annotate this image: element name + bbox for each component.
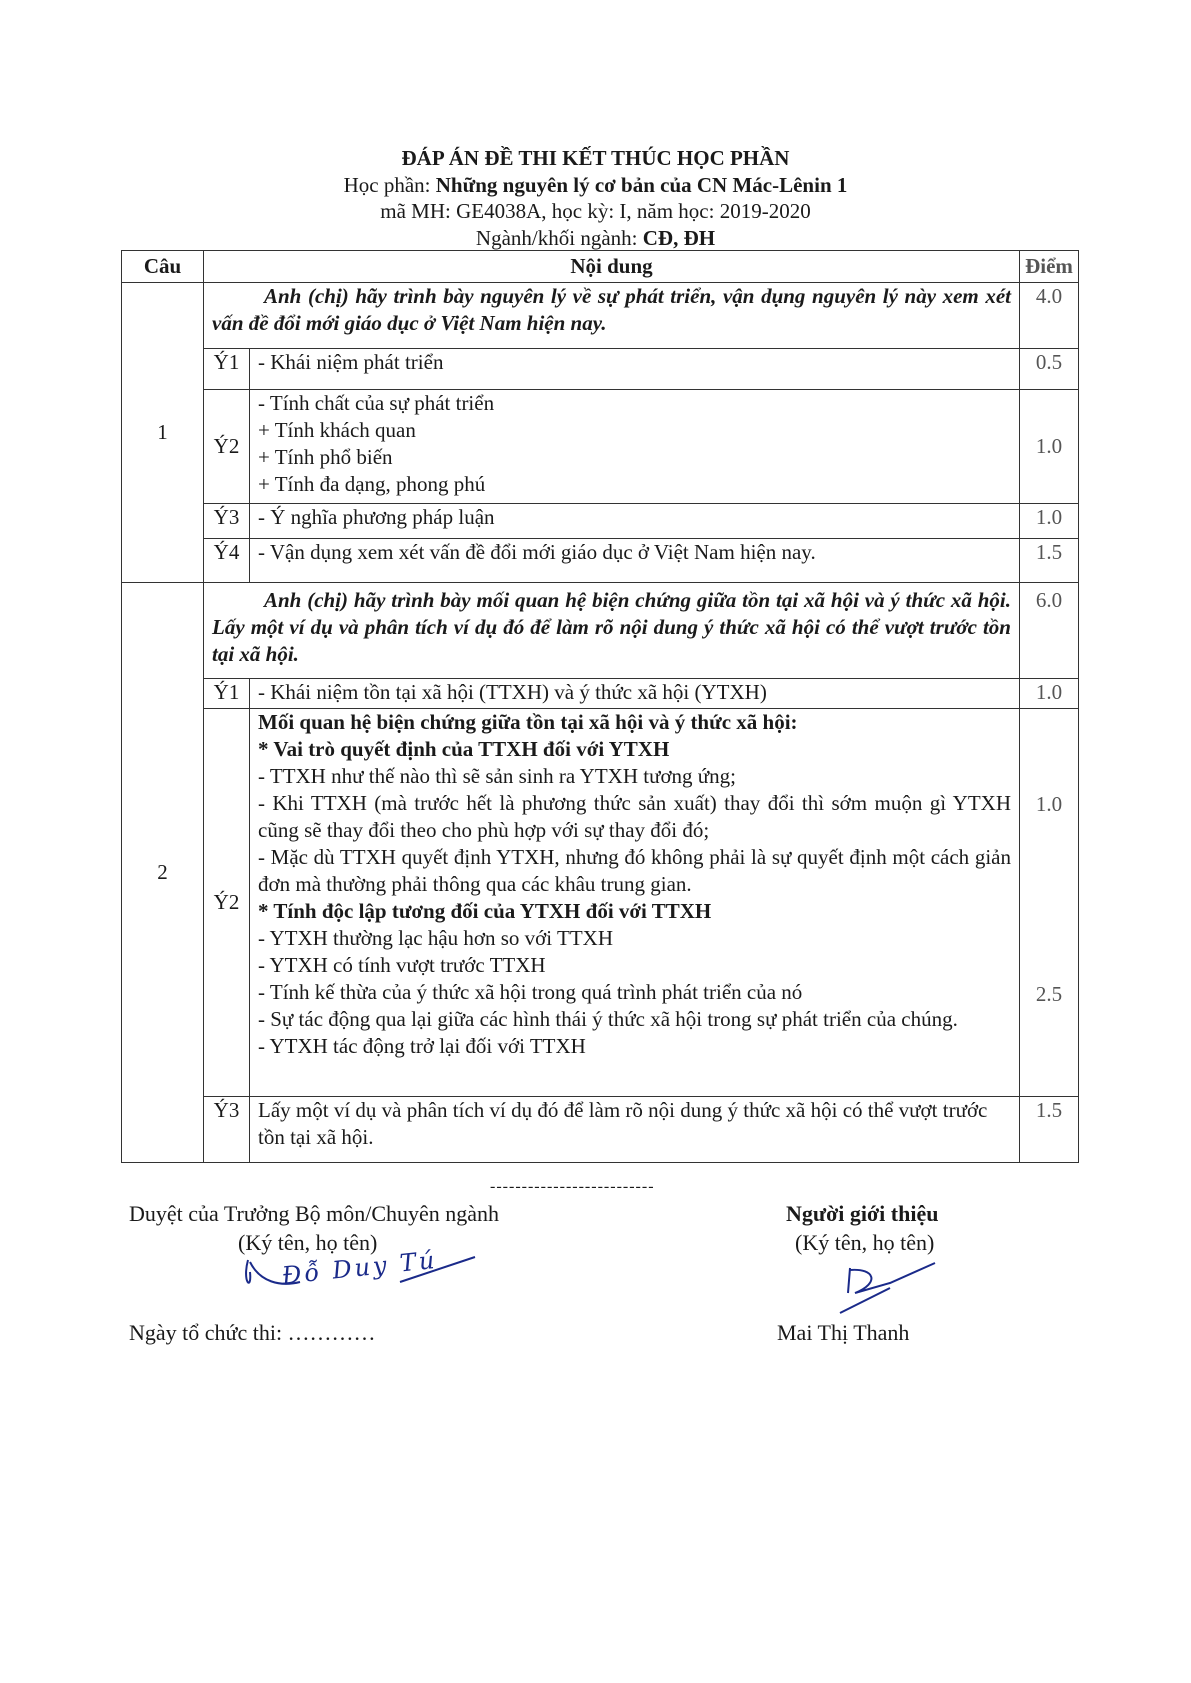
- major-line: [0, 225, 1191, 251]
- table-row: [122, 349, 1079, 390]
- q1-score: 4.0: [1020, 283, 1079, 349]
- content-line: - YTXH có tính vượt trước TTXH: [258, 953, 546, 977]
- table-row: [122, 504, 1079, 539]
- presenter-signature: [830, 1258, 940, 1318]
- table-row: [122, 709, 1079, 1097]
- content-line: - YTXH tác động trở lại đối với TTXH: [258, 1034, 586, 1058]
- content-line: - YTXH thường lạc hậu hơn so với TTXH: [258, 926, 613, 950]
- item-score: 1.0: [1035, 792, 1063, 816]
- col-header-noi-dung: Nội dung: [204, 251, 1020, 283]
- content-line: - TTXH như thế nào thì sẽ sản sinh ra YTXH tương ứng;: [258, 764, 737, 788]
- q1-prompt: Anh (chị) hãy trình bày nguyên lý về sự phát triển, vận dụng nguyên lý này xem xét vấn đề đổi mới giáo dục ở Việt Nam hiện nay.: [204, 283, 1020, 349]
- q2-score: 6.0: [1020, 583, 1079, 679]
- document-title: ĐÁP ÁN ĐỀ THI KẾT THÚC HỌC PHẦN: [401, 146, 790, 170]
- col-header-cau: Câu: [122, 251, 204, 283]
- code-line: mã MH: GE4038A, học kỳ: I, năm học: 2019-2020: [380, 199, 811, 223]
- table-row: [122, 1097, 1079, 1163]
- item-label: Ý1: [204, 679, 250, 709]
- content-line: - Mặc dù TTXH quyết định YTXH, nhưng đó không phải là sự quyết định một cách giản đơn mà thường phải thông qua các khâu trung gian.: [258, 845, 1011, 896]
- table-row: [122, 539, 1079, 583]
- q1-number: 1: [122, 283, 204, 583]
- item-content: [250, 709, 1020, 1097]
- content-line: + Tính khách quan: [258, 418, 416, 442]
- content-heading: Mối quan hệ biện chứng giữa tồn tại xã hội và ý thức xã hội:: [258, 710, 798, 734]
- item-label: Ý3: [204, 1097, 250, 1163]
- major-label: Ngành/khối ngành:: [475, 226, 643, 250]
- q2-prompt-row: [122, 583, 1079, 679]
- table-row: [122, 679, 1079, 709]
- item-score-cell: [1020, 709, 1079, 1097]
- item-label: Ý4: [204, 539, 250, 583]
- separator: --------------------------: [490, 1178, 655, 1195]
- content-line: + Tính phổ biến: [258, 445, 393, 469]
- course-line: [0, 172, 1191, 198]
- item-score: 0.5: [1020, 349, 1079, 390]
- item-label: Ý2: [204, 709, 250, 1097]
- item-score: 2.5: [1035, 982, 1063, 1006]
- col-header-diem: Điểm: [1020, 251, 1079, 283]
- presenter-sign-hint: (Ký tên, họ tên): [795, 1230, 935, 1255]
- item-content: - Khái niệm tồn tại xã hội (TTXH) và ý thức xã hội (YTXH): [250, 679, 1020, 709]
- table-header-row: [122, 251, 1079, 283]
- item-content: - Khái niệm phát triển: [250, 349, 1020, 390]
- presenter-title: Người giới thiệu: [786, 1201, 939, 1226]
- item-content: - Vận dụng xem xét vấn đề đổi mới giáo dục ở Việt Nam hiện nay.: [250, 539, 1020, 583]
- item-label: Ý3: [204, 504, 250, 539]
- content-line: - Sự tác động qua lại giữa các hình thái ý thức xã hội trong sự phát triển của chúng.: [258, 1007, 958, 1031]
- content-line: - Tính kế thừa của ý thức xã hội trong quá trình phát triển của nó: [258, 980, 803, 1004]
- item-label: Ý1: [204, 349, 250, 390]
- content-line: - Khi TTXH (mà trước hết là phương thức sản xuất) thay đổi thì sớm muộn gì YTXH cũng sẽ thay đổi theo cho phù hợp với sự thay đổi đó;: [258, 791, 1011, 842]
- item-score: 1.5: [1020, 1097, 1079, 1163]
- presenter-name: Mai Thị Thanh: [777, 1320, 910, 1345]
- content-line: + Tính đa dạng, phong phú: [258, 472, 486, 496]
- q2-prompt: Anh (chị) hãy trình bày mối quan hệ biện chứng giữa tồn tại xã hội và ý thức xã hội. Lấy một ví dụ và phân tích ví dụ đó để làm rõ nội dung ý thức xã hội có thể vượt trước tồn tại xã hội.: [204, 583, 1020, 679]
- item-score: 1.0: [1020, 679, 1079, 709]
- q1-prompt-row: [122, 283, 1079, 349]
- q2-number: 2: [122, 583, 204, 1163]
- item-label: Ý2: [204, 390, 250, 504]
- item-content: - Ý nghĩa phương pháp luận: [250, 504, 1020, 539]
- item-score: 1.0: [1020, 504, 1079, 539]
- content-subheading: * Vai trò quyết định của TTXH đối với YTXH: [258, 737, 670, 761]
- content-subheading: * Tính độc lập tương đối của YTXH đối với TTXH: [258, 899, 712, 923]
- content-line: - Tính chất của sự phát triển: [258, 391, 495, 415]
- item-score: 1.0: [1020, 390, 1079, 504]
- table-row: [122, 390, 1079, 504]
- answer-table: [121, 250, 1079, 1163]
- major-value: CĐ, ĐH: [642, 226, 716, 250]
- approver-signature: Đỗ Duy Tú: [280, 1245, 439, 1290]
- item-score: 1.5: [1020, 539, 1079, 583]
- course-label: Học phần:: [343, 173, 436, 197]
- item-content: [250, 390, 1020, 504]
- approval-sign-hint: (Ký tên, họ tên): [238, 1230, 378, 1255]
- course-name: Những nguyên lý cơ bản của CN Mác-Lênin 1: [435, 173, 848, 197]
- exam-date-label: Ngày tổ chức thi: …………: [129, 1320, 376, 1345]
- item-content: Lấy một ví dụ và phân tích ví dụ đó để làm rõ nội dung ý thức xã hội có thể vượt trước tồn tại xã hội.: [250, 1097, 1020, 1163]
- approval-title: Duyệt của Trưởng Bộ môn/Chuyên ngành: [129, 1201, 500, 1226]
